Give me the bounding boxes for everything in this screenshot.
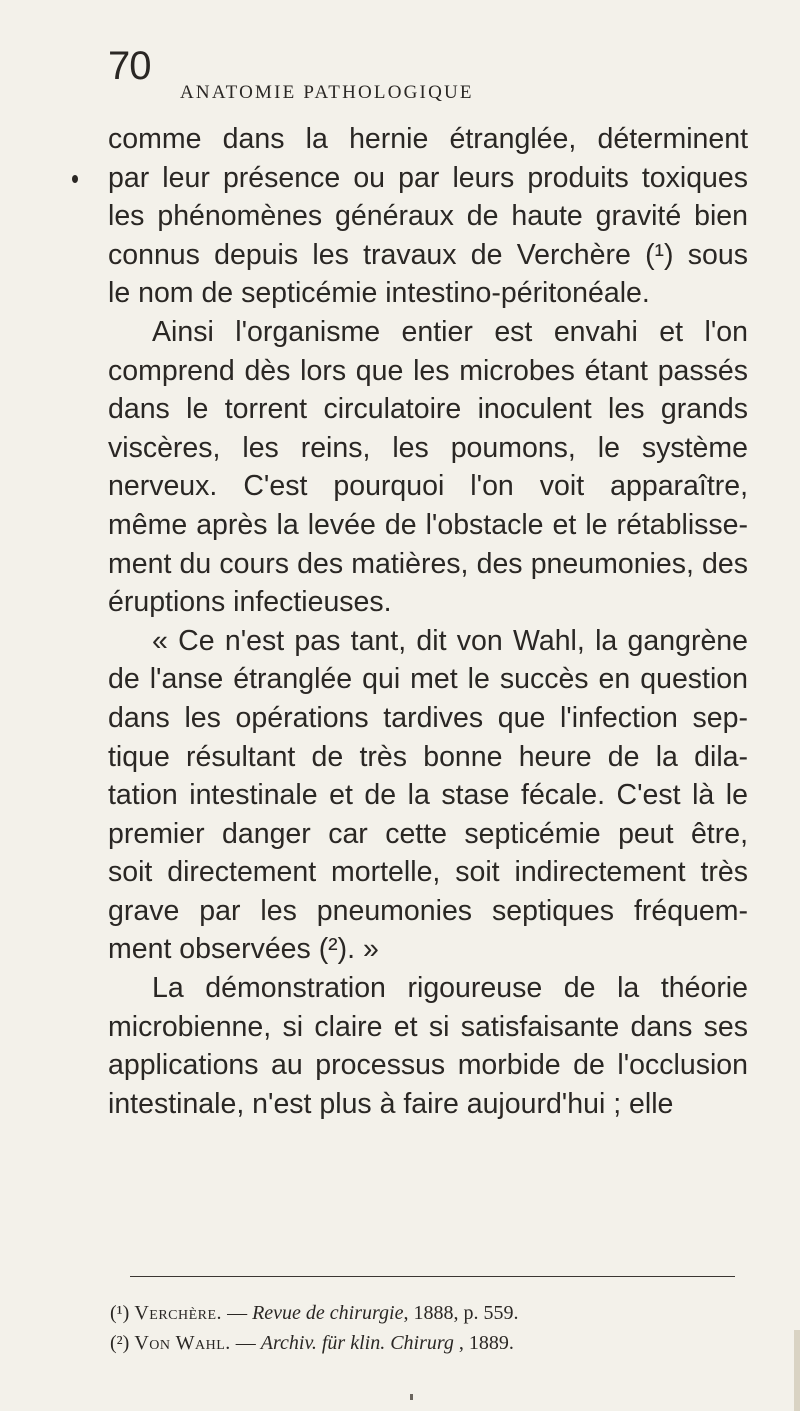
footnote-separator: — [230,1332,261,1354]
text-line: dans les opérations tardives que l'infection sep- [108,701,748,734]
text-line: nerveux. C'est pourquoi l'on voit apparaître, [108,470,748,503]
text-line: microbienne, si claire et si satisfaisante dans ses [108,1010,748,1043]
footnote-journal: Revue de chirurgie [252,1302,404,1324]
text-line: comme dans la hernie étranglée, déterminent [108,123,748,155]
footnote-mark: (¹) [110,1302,130,1324]
page-number: 70 [108,44,151,88]
text-line: Ainsi l'organisme entier est envahi et l'on [152,315,748,348]
text-line: les phénomènes généraux de haute gravité bien [108,200,748,233]
text-line: La démonstration rigoureuse de la théorie [152,972,748,1005]
text-line: grave par les pneumonies septiques fréquem- [108,894,748,927]
footnote-2 [110,1328,750,1358]
text-line: par leur présence ou par leurs produits toxiques [108,161,748,194]
margin-dot [72,175,78,183]
footnote-rule [130,1276,735,1277]
footnote-mark: (²) [110,1332,130,1354]
page-header [108,44,748,104]
text-line: de l'anse étranglée qui met le succès en question [108,663,748,696]
print-speck [410,1394,413,1400]
footnote-journal: Archiv. für klin. Chirurg [260,1332,454,1354]
text-line: soit directement mortelle, soit indirectement très [108,856,748,889]
body-text [108,120,748,1123]
text-line: « Ce n'est pas tant, dit von Wahl, la gangrène [152,624,748,657]
footnote-author: Von Wahl. [134,1332,231,1354]
text-line: ment observées (²). » [108,933,379,966]
footnote-author: Verchère. [134,1302,223,1324]
text-line: même après la levée de l'obstacle et le rétablisse- [108,508,748,541]
text-line: intestinale, n'est plus à faire aujourd'hui ; elle [108,1087,674,1120]
footnote-1 [110,1298,750,1328]
text-line: viscères, les reins, les poumons, le système [108,431,748,464]
text-line: tique résultant de très bonne heure de la dila- [108,740,748,773]
text-line: éruptions infectieuses. [108,586,392,619]
text-line: comprend dès lors que les microbes étant passés [108,354,748,387]
footnotes [110,1298,750,1358]
text-line: dans le torrent circulatoire inoculent les grands [108,393,748,426]
text-line: premier danger car cette septicémie peut être, [108,817,748,850]
footnote-separator: — [222,1302,253,1324]
text-line: le nom de septicémie intestino-péritonéale. [108,277,650,310]
footnote-details: , 1889. [453,1332,514,1354]
text-line: connus depuis les travaux de Verchère (¹) sous [108,238,748,271]
text-line: tation intestinale et de la stase fécale. C'est là le [108,779,748,812]
running-title: ANATOMIE PATHOLOGIQUE [180,82,474,103]
text-line: applications au processus morbide de l'occlusion [108,1049,748,1082]
page-edge-shadow [794,1330,800,1411]
footnote-details: , 1888, p. 559. [403,1302,519,1324]
text-line: ment du cours des matières, des pneumonies, des [108,547,748,580]
